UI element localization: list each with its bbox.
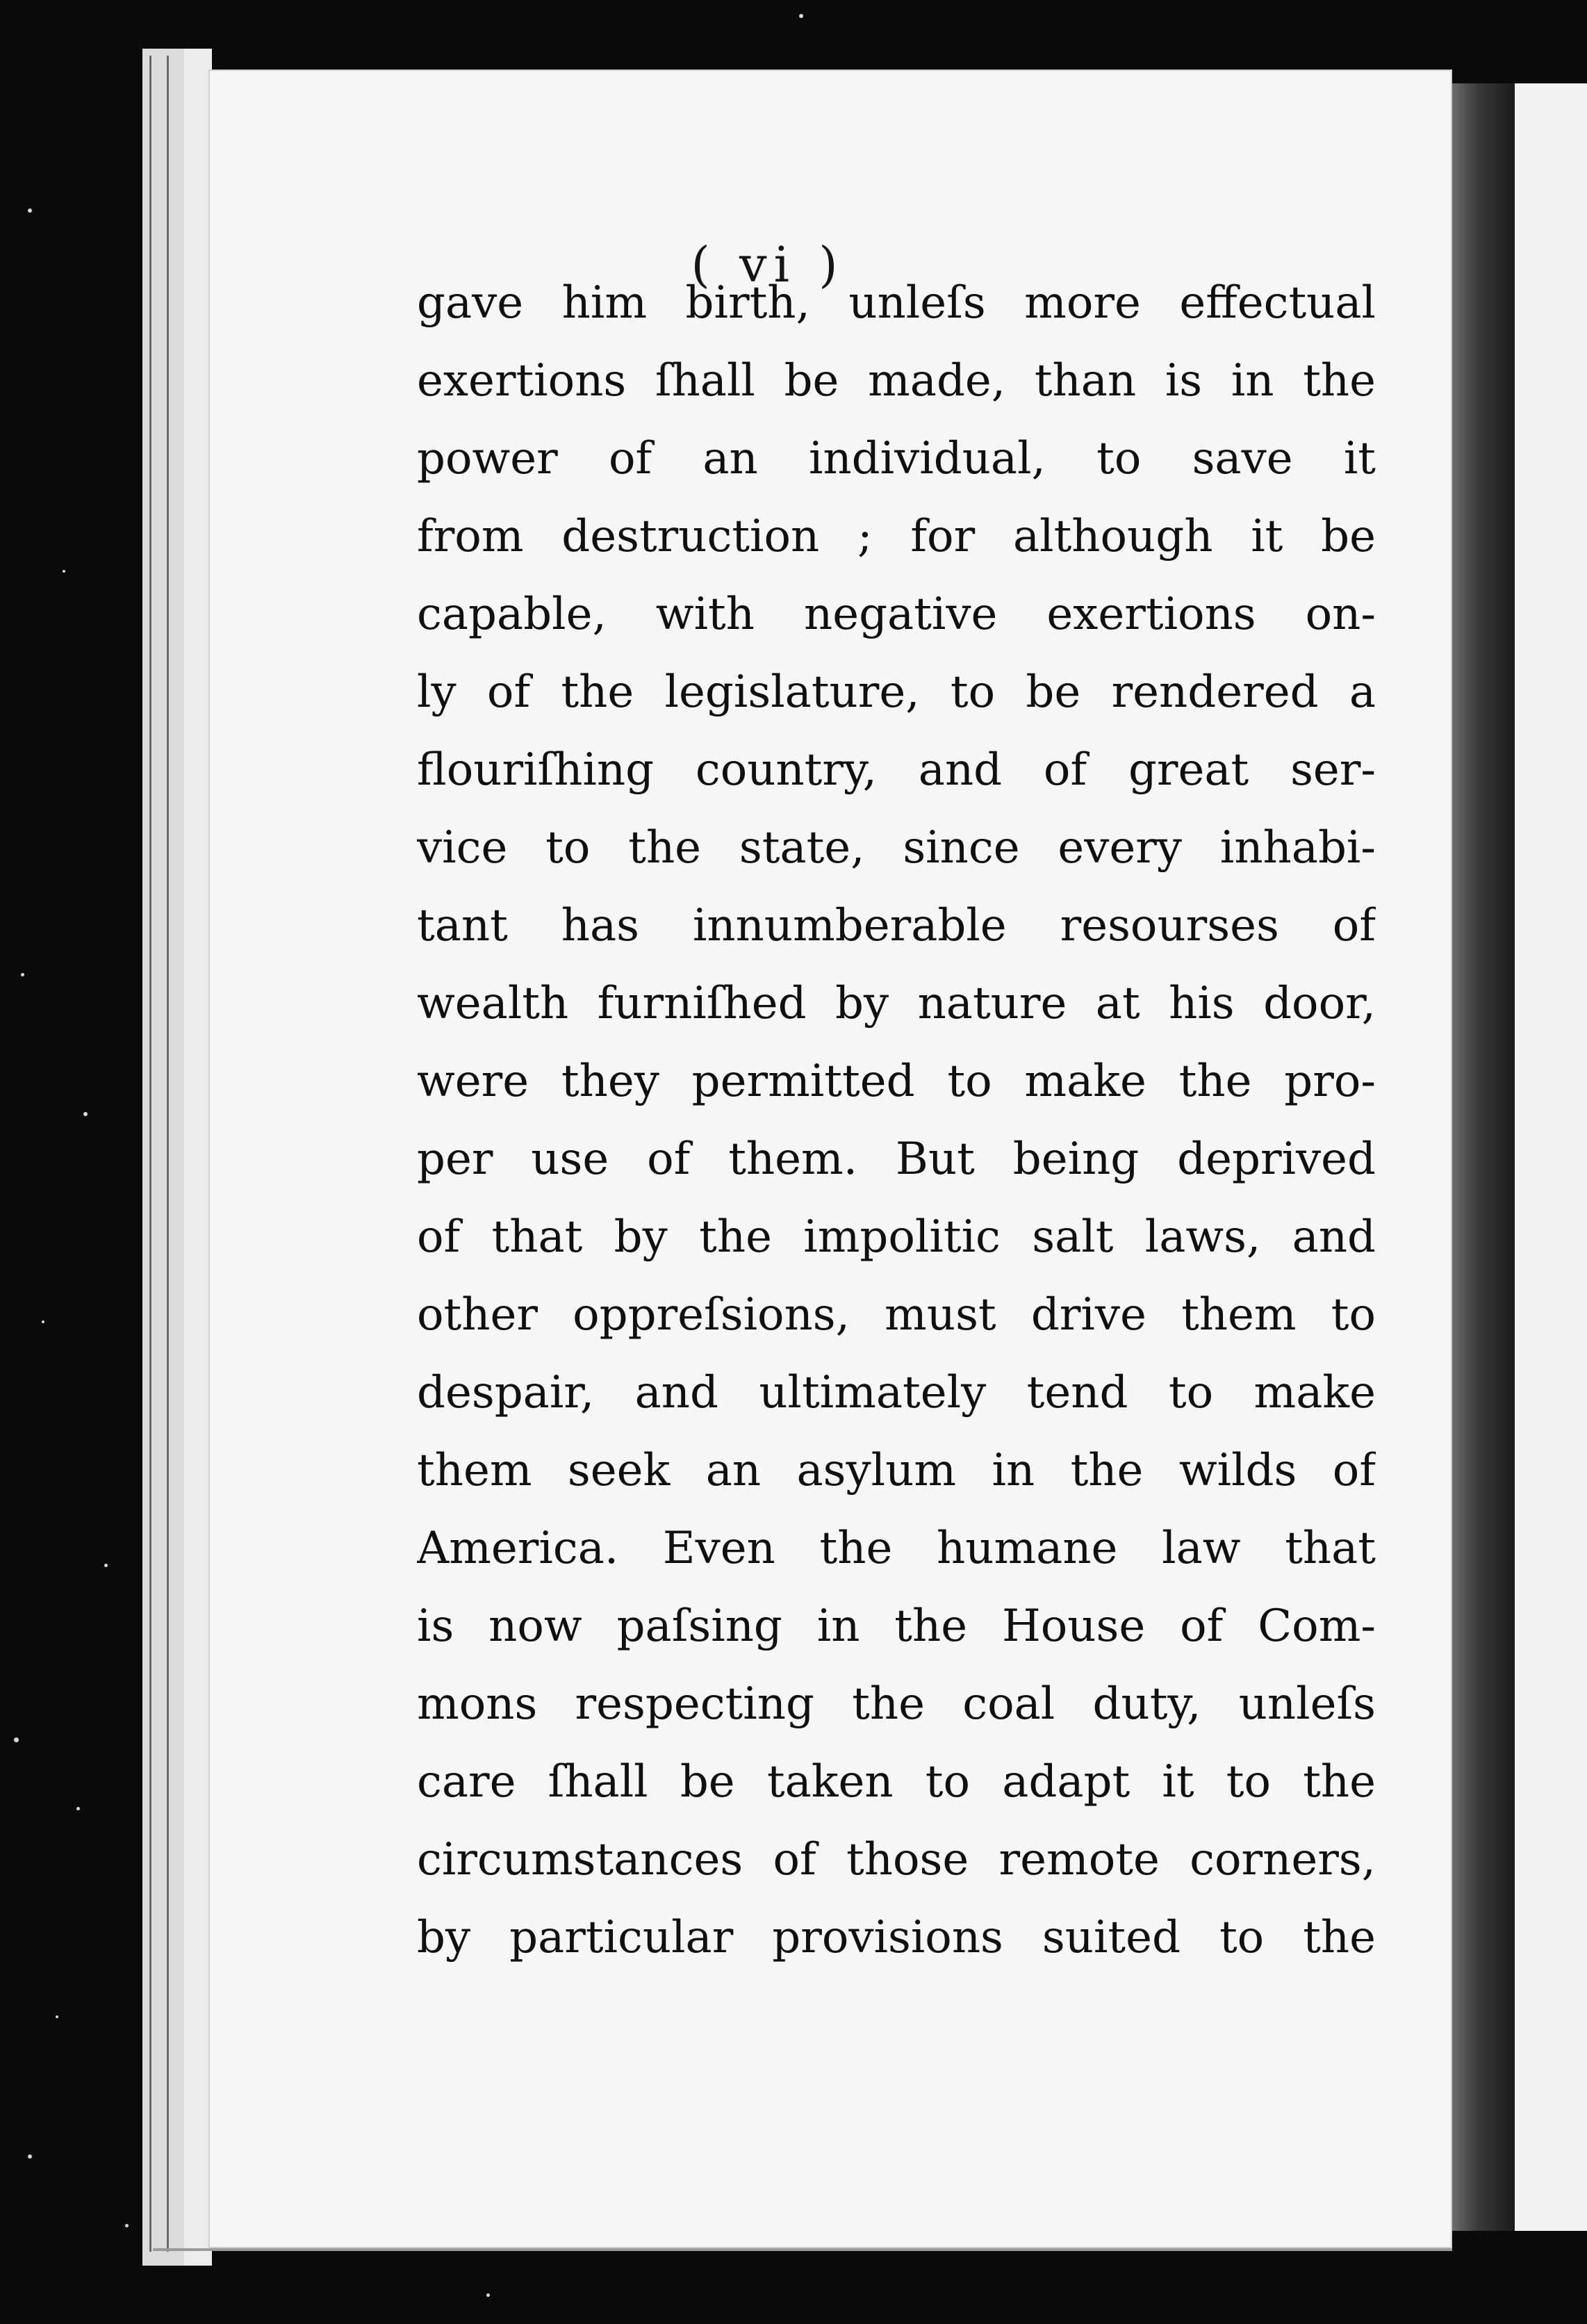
text-line: power of an individual, to save it	[417, 433, 1376, 484]
scan-speck	[104, 1564, 108, 1567]
scan-speck	[56, 2015, 58, 2018]
text-line: other oppreſsions, must drive them to	[417, 1289, 1376, 1341]
page-edge	[142, 49, 184, 2266]
scan-speck	[21, 973, 24, 976]
next-page-edge	[1515, 83, 1587, 2231]
text-line: wealth furniſhed by nature at his door,	[417, 978, 1376, 1029]
page-edge-line	[149, 56, 151, 2252]
text-line: mons respecting the coal duty, unleſs	[417, 1678, 1376, 1730]
text-line: ly of the legislature, to be rendered a	[417, 666, 1376, 718]
text-line: circumstances of those remote corners,	[417, 1834, 1376, 1885]
scan-speck	[63, 570, 65, 573]
gutter-shadow	[1452, 83, 1515, 2231]
text-line: flouriſhing country, and of great ser-	[417, 744, 1376, 796]
text-line: were they permitted to make the pro-	[417, 1056, 1376, 1107]
text-line: them seek an asylum in the wilds of	[417, 1445, 1376, 1496]
page-edge-line	[167, 56, 169, 2252]
text-line: tant has innumberable resourses of	[417, 900, 1376, 951]
text-line: per use of them. But being deprived	[417, 1134, 1376, 1185]
text-line: capable, with negative exertions on-	[417, 589, 1376, 640]
text-line: America. Even the humane law that	[417, 1523, 1376, 1574]
scan-speck	[76, 1807, 80, 1810]
scan-speck	[42, 1320, 44, 1323]
scan-speck	[799, 14, 803, 18]
page-edge	[184, 49, 212, 2266]
text-line: is now paſsing in the House of Com-	[417, 1601, 1376, 1652]
scan-speck	[486, 2293, 490, 2297]
text-line: by particular provisions suited to the	[417, 1912, 1376, 1963]
scan-speck	[28, 2154, 32, 2159]
scan-speck	[28, 208, 32, 213]
text-line: of that by the impolitic salt laws, and	[417, 1211, 1376, 1263]
body-text	[417, 264, 1376, 1977]
scan-speck	[125, 2224, 129, 2227]
scan-speck	[83, 1112, 88, 1116]
scan-speck	[14, 1737, 19, 1742]
text-line: exertions ſhall be made, than is in the	[417, 355, 1376, 407]
text-line: gave him birth, unleſs more effectual	[417, 277, 1376, 329]
page-number: ( vi )	[691, 236, 845, 293]
text-line: care ſhall be taken to adapt it to the	[417, 1756, 1376, 1808]
text-line: vice to the state, since every inhabi-	[417, 822, 1376, 874]
text-line: from destruction ; for although it be	[417, 511, 1376, 562]
text-line: despair, and ultimately tend to make	[417, 1367, 1376, 1418]
page-bottom-edge	[153, 2248, 1452, 2251]
